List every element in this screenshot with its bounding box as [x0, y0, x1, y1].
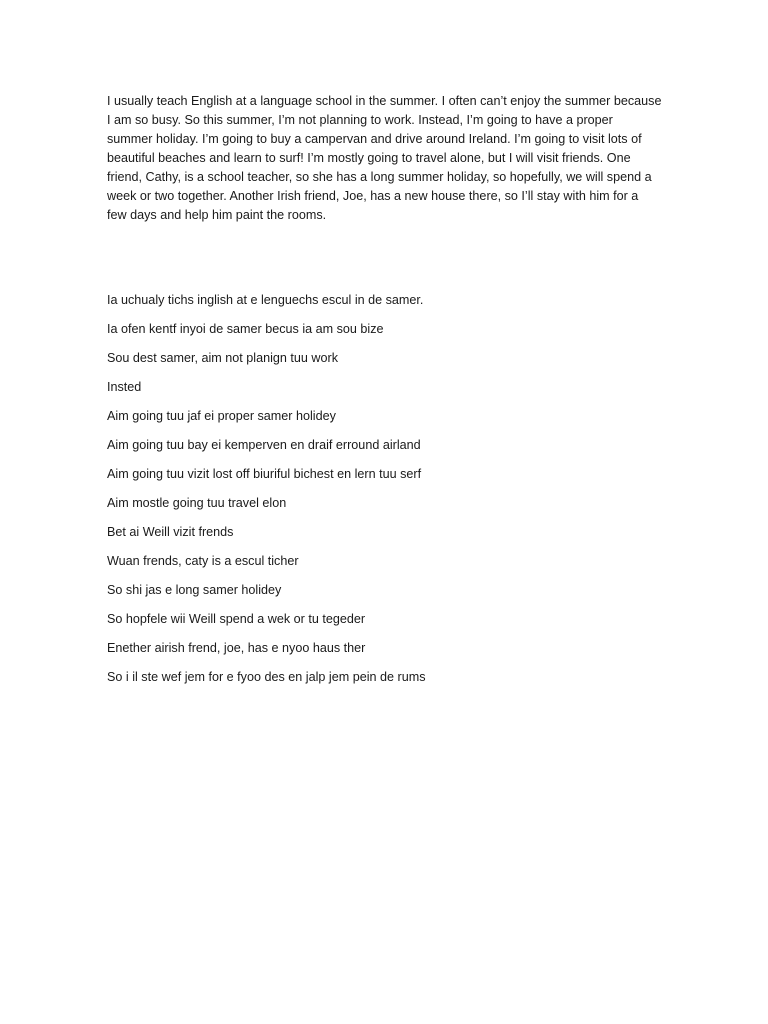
phonetic-line: Enether airish frend, joe, has e nyoo haus ther — [107, 641, 366, 655]
paragraph-line: I am so busy. So this summer, I’m not planning to work. Instead, I’m going to have a proper — [107, 113, 613, 127]
paragraph-line: I usually teach English at a language school in the summer. I often can’t enjoy the summer because — [107, 94, 662, 108]
phonetic-transcription-list — [107, 292, 667, 698]
phonetic-line: So i il ste wef jem for e fyoo des en jalp jem pein de rums — [107, 670, 426, 684]
phonetic-line: So shi jas e long samer holidey — [107, 583, 282, 597]
phonetic-line: Insted — [107, 380, 142, 394]
phonetic-line: Ia ofen kentf inyoi de samer becus ia am sou bize — [107, 322, 384, 336]
paragraph-line: week or two together. Another Irish friend, Joe, has a new house there, so I’ll stay with him for a — [107, 189, 639, 203]
phonetic-line: Aim going tuu vizit lost off biuriful bichest en lern tuu serf — [107, 467, 422, 481]
phonetic-line: Ia uchualy tichs inglish at e lenguechs escul in de samer. — [107, 293, 424, 307]
paragraph-line: friend, Cathy, is a school teacher, so she has a long summer holiday, so hopefully, we will spend a — [107, 170, 652, 184]
paragraph-line: summer holiday. I’m going to buy a campervan and drive around Ireland. I’m going to visit lots of — [107, 132, 642, 146]
phonetic-line: Aim going tuu bay ei kemperven en draif erround airland — [107, 438, 421, 452]
phonetic-line: Bet ai Weill vizit frends — [107, 525, 234, 539]
phonetic-line: Aim going tuu jaf ei proper samer holidey — [107, 409, 336, 423]
paragraph-line: beautiful beaches and learn to surf! I’m mostly going to travel alone, but I will visit friends. One — [107, 151, 631, 165]
english-paragraph — [107, 92, 667, 225]
paragraph-line: few days and help him paint the rooms. — [107, 208, 327, 222]
phonetic-line: Aim mostle going tuu travel elon — [107, 496, 287, 510]
phonetic-line: Sou dest samer, aim not planign tuu work — [107, 351, 339, 365]
phonetic-line: Wuan frends, caty is a escul ticher — [107, 554, 299, 568]
phonetic-line: So hopfele wii Weill spend a wek or tu tegeder — [107, 612, 366, 626]
